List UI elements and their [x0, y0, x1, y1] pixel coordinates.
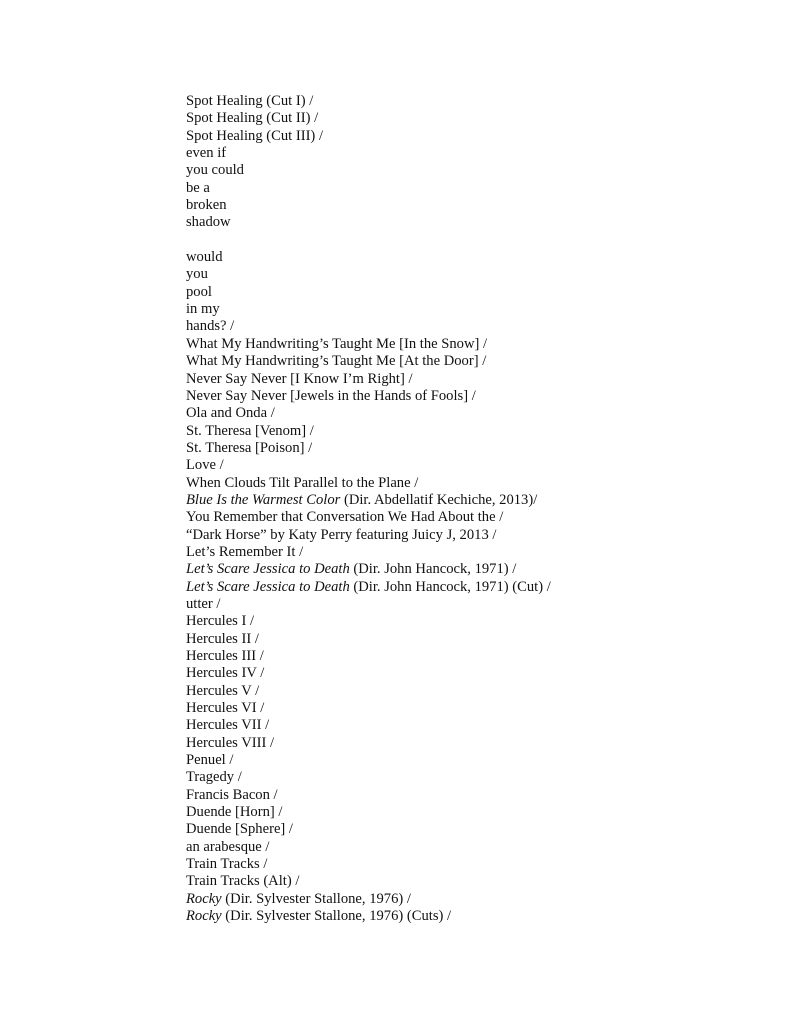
line-text: Love /	[186, 457, 224, 474]
text-line	[186, 509, 746, 526]
line-text: Spot Healing (Cut II) /	[186, 110, 319, 127]
text-line	[186, 527, 746, 544]
text-line	[186, 128, 746, 145]
line-text: you	[186, 266, 208, 283]
line-text: Spot Healing (Cut III) /	[186, 127, 323, 144]
line-text: utter /	[186, 595, 221, 612]
line-text: hands? /	[186, 318, 235, 335]
text-line	[186, 891, 746, 908]
line-text: pool	[186, 283, 212, 300]
line-text: you could	[186, 162, 244, 179]
text-line	[186, 318, 746, 335]
line-text: Hercules VIII /	[186, 734, 275, 751]
text-line	[186, 492, 746, 509]
line-text: Hercules V /	[186, 682, 260, 699]
text-line	[186, 735, 746, 752]
text-line	[186, 457, 746, 474]
text-line	[186, 214, 746, 231]
text-line	[186, 839, 746, 856]
italic-title: Blue Is the Warmest Color	[186, 491, 341, 508]
line-text: Hercules II /	[186, 630, 259, 647]
text-line	[186, 423, 746, 440]
line-text: Never Say Never [Jewels in the Hands of Fools] /	[186, 387, 476, 404]
text-line	[186, 631, 746, 648]
line-text: be a	[186, 179, 210, 196]
text-line	[186, 440, 746, 457]
line-text: Duende [Horn] /	[186, 804, 283, 821]
text-line	[186, 249, 746, 266]
text-line	[186, 284, 746, 301]
text-line	[186, 475, 746, 492]
text-line	[186, 579, 746, 596]
line-text: You Remember that Conversation We Had About the /	[186, 509, 504, 526]
text-line	[186, 232, 746, 249]
text-line	[186, 162, 746, 179]
text-line	[186, 388, 746, 405]
line-text: Train Tracks /	[186, 856, 268, 873]
text-line	[186, 544, 746, 561]
italic-title: Rocky	[186, 908, 222, 925]
line-text: shadow	[186, 214, 231, 231]
poem-list	[186, 93, 746, 926]
line-text: What My Handwriting’s Taught Me [In the Snow] /	[186, 335, 488, 352]
italic-title: Let’s Scare Jessica to Death	[186, 561, 350, 578]
line-text: (Dir. Sylvester Stallone, 1976) /	[221, 890, 411, 907]
line-text: Let’s Remember It /	[186, 543, 304, 560]
line-text: even if	[186, 145, 227, 162]
text-line	[186, 336, 746, 353]
line-text: Duende [Sphere] /	[186, 821, 293, 838]
line-text: Hercules III /	[186, 648, 264, 664]
text-line	[186, 180, 746, 197]
text-line	[186, 93, 746, 110]
text-line	[186, 353, 746, 370]
line-text: (Dir. John Hancock, 1971) (Cut) /	[349, 578, 551, 595]
line-text: an arabesque /	[186, 838, 270, 855]
text-line	[186, 717, 746, 734]
text-line	[186, 266, 746, 283]
line-text: Train Tracks (Alt) /	[186, 873, 300, 890]
line-text: Tragedy /	[186, 769, 242, 786]
text-line	[186, 648, 746, 665]
line-text: St. Theresa [Venom] /	[186, 422, 314, 439]
line-text: Hercules VII /	[186, 717, 270, 734]
line-text: “Dark Horse” by Katy Perry featuring Juicy J, 2013 /	[186, 526, 497, 543]
text-line	[186, 613, 746, 630]
line-text: in my	[186, 301, 220, 318]
text-line	[186, 145, 746, 162]
text-line	[186, 908, 746, 925]
text-line	[186, 683, 746, 700]
line-text: Never Say Never [I Know I’m Right] /	[186, 370, 413, 387]
text-line	[186, 873, 746, 890]
line-text: (Dir. John Hancock, 1971) /	[349, 561, 517, 578]
text-line	[186, 804, 746, 821]
text-line	[186, 856, 746, 873]
text-line	[186, 787, 746, 804]
text-line	[186, 665, 746, 682]
line-text: What My Handwriting’s Taught Me [At the Door] /	[186, 353, 487, 370]
line-text: Penuel /	[186, 752, 234, 769]
text-line	[186, 197, 746, 214]
text-line	[186, 371, 746, 388]
line-text: Spot Healing (Cut I) /	[186, 93, 314, 109]
line-text: Hercules I /	[186, 613, 255, 630]
line-text: (Dir. Abdellatif Kechiche, 2013)/	[340, 491, 538, 508]
text-line	[186, 700, 746, 717]
text-line	[186, 301, 746, 318]
line-text: Ola and Onda /	[186, 405, 275, 422]
italic-title: Rocky	[186, 890, 222, 907]
line-text: would	[186, 249, 223, 266]
text-line	[186, 110, 746, 127]
text-line	[186, 596, 746, 613]
italic-title: Let’s Scare Jessica to Death	[186, 578, 350, 595]
line-text: Francis Bacon /	[186, 786, 278, 803]
line-text: Hercules IV /	[186, 665, 265, 682]
text-line	[186, 405, 746, 422]
text-line	[186, 561, 746, 578]
text-line	[186, 821, 746, 838]
line-text: St. Theresa [Poison] /	[186, 439, 313, 456]
line-text: (Dir. Sylvester Stallone, 1976) (Cuts) /	[221, 908, 452, 925]
text-line	[186, 752, 746, 769]
line-text: broken	[186, 197, 227, 214]
line-text: Hercules VI /	[186, 700, 265, 717]
text-line	[186, 769, 746, 786]
line-text: When Clouds Tilt Parallel to the Plane /	[186, 474, 419, 491]
